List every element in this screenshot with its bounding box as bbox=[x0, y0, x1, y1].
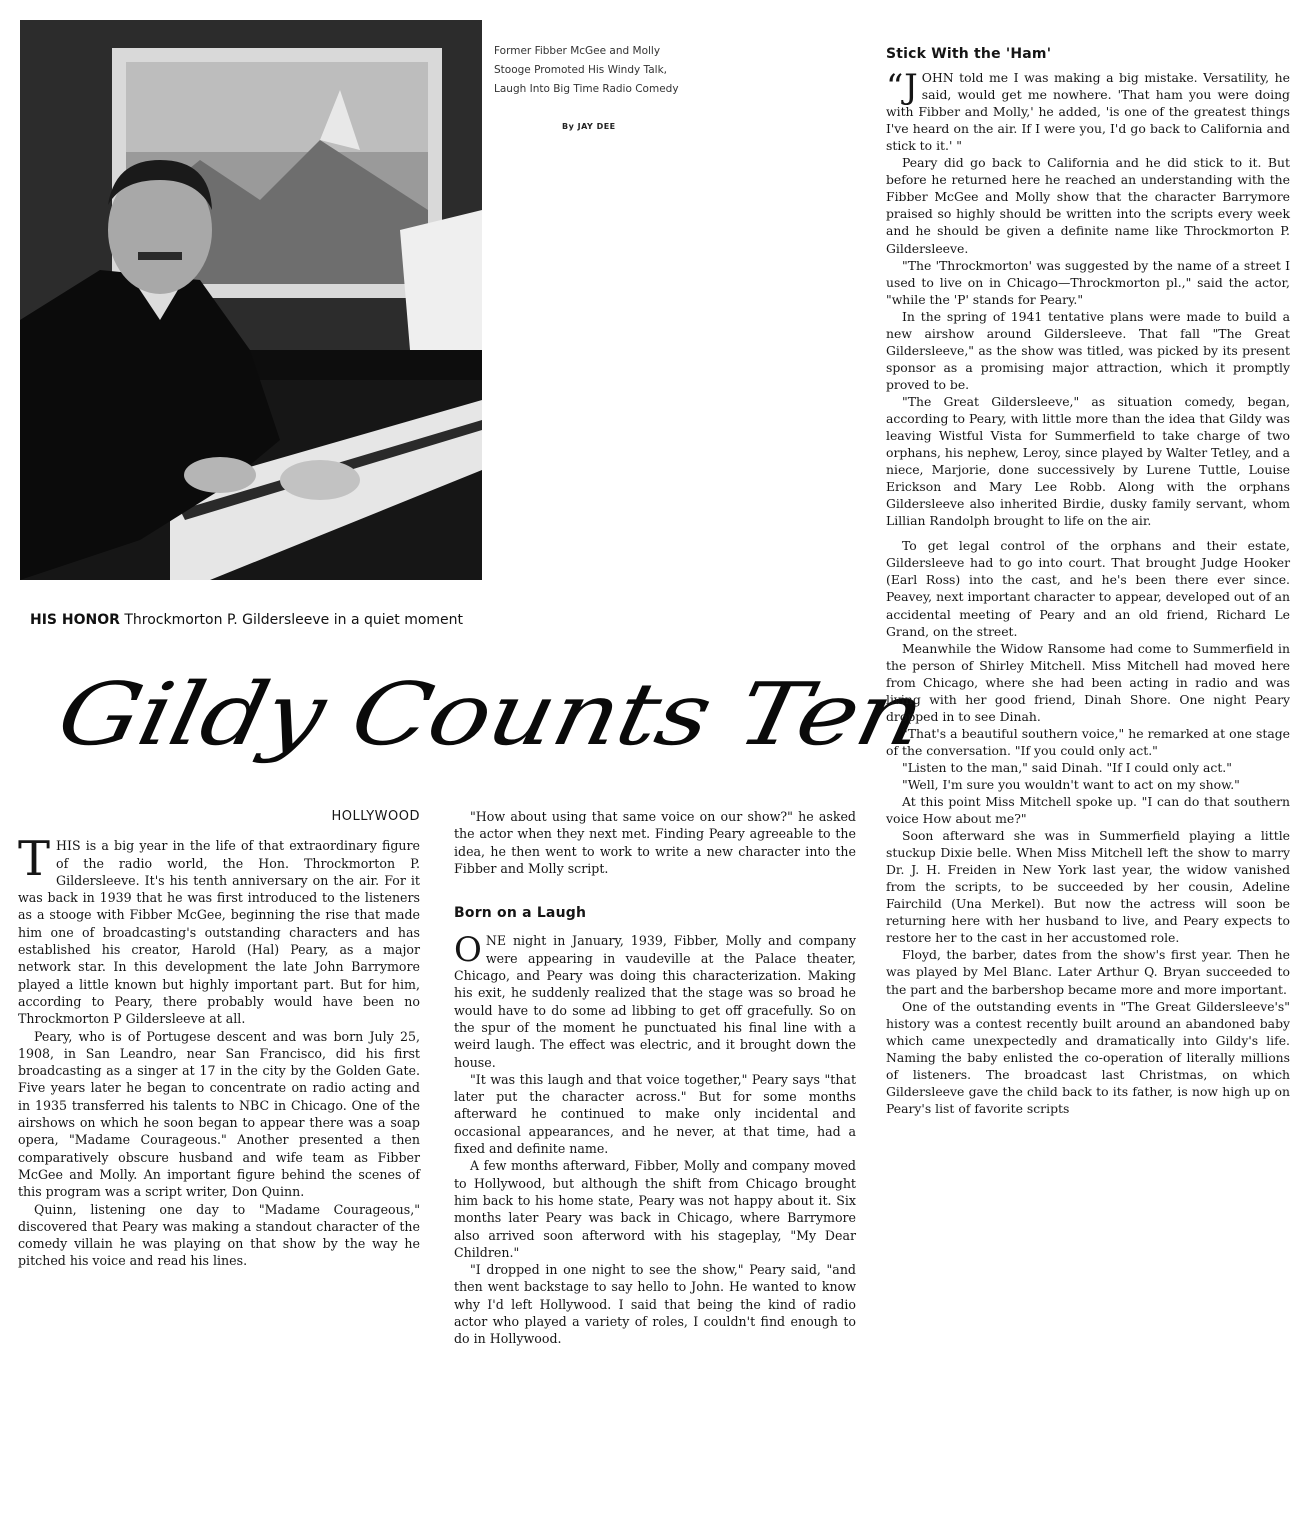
paragraph-text: NE night in January, 1939, Fibber, Molly and company were appearing in vaudeville at the Palace theater, Chicago, and Peary was doing this characterization. Making his exit, he suddenly realized that the stage was so broad he would have to do some ad libbing to get off gracefully. So on the spur of the moment he punctuated his final line with a weird laugh. The effect was electric, and it brought down the house. bbox=[454, 933, 856, 1070]
subhead-born-on-a-laugh: Born on a Laugh bbox=[454, 905, 587, 922]
caption-lead: HIS HONOR bbox=[30, 612, 120, 628]
photo-caption bbox=[30, 612, 550, 628]
paragraph: "Listen to the man," said Dinah. "If I could only act." bbox=[902, 759, 1232, 775]
article-column-2 bbox=[454, 808, 856, 1348]
paragraph: Quinn, listening one day to "Madame Courageous," discovered that Peary was making a standout character of the comedy villain he was playing on that show by the way he pitched his voice and read his lines. bbox=[18, 1201, 420, 1269]
deck-line-1: Former Fibber McGee and Molly bbox=[494, 45, 661, 57]
paragraph: "I dropped in one night to see the show," Peary said, "and then went backstage to say hello to John. He wanted to know why I'd left Hollywood. I said that being the kind of radio actor who played a variety of roles, I couldn't find enough to do in Hollywood. bbox=[454, 1262, 856, 1347]
deck bbox=[494, 42, 734, 99]
paragraph: One of the outstanding events in "The Great Gildersleeve's" history was a contest recently built around an abandoned baby which came unexpectedly and dramatically into Gildy's life. Naming the baby enlisted the co-operation of literally millions of listeners. The broadcast last Christmas, on which Gildersleeve gave the child back to its father, is now high up on Peary's list of favorite scripts bbox=[886, 998, 1290, 1116]
paragraph: Floyd, the barber, dates from the show's first year. Then he was played by Mel Blanc. Later Arthur Q. Bryan succeeded to the part and the barbershop became more and more important. bbox=[886, 947, 1290, 997]
drop-cap: “J bbox=[886, 67, 918, 108]
paragraph bbox=[886, 69, 1290, 154]
article-column-1 bbox=[18, 808, 420, 1270]
paragraph: "Well, I'm sure you wouldn't want to act on my show." bbox=[902, 776, 1240, 792]
paragraph: "How about using that same voice on our show?" he asked the actor when they next met. Finding Peary agreeable to the idea, he then went to work to write a new character into the Fibber and Molly script. bbox=[454, 809, 856, 876]
photo-gildersleeve-at-piano bbox=[20, 20, 482, 580]
paragraph: "It was this laugh and that voice together," Peary says "that later put the character across." But for some months afterward he continued to make only incidental and occasional appearances, and he never, at that time, had a fixed and definite name. bbox=[454, 1071, 856, 1157]
drop-cap: T bbox=[18, 831, 51, 888]
paragraph: A few months afterward, Fibber, Molly and company moved to Hollywood, but although the shift from Chicago brought him back to his home state, Peary was not happy about it. Six months later Peary was back in Chicago, where Barrymore also arrived soon afterword with his stageplay, "My Dear Children." bbox=[454, 1158, 856, 1260]
paragraph bbox=[454, 932, 856, 1070]
paragraph bbox=[18, 831, 420, 1027]
paragraph: At this point Miss Mitchell spoke up. "I can do that southern voice How about me?" bbox=[886, 794, 1290, 827]
paragraph: "The Great Gildersleeve," as situation comedy, began, according to Peary, with little more than the idea that Gildy was leaving Wistful Vista for Summerfield to take charge of two orphans, his nephew, Leroy, since played by Walter Tetley, and a niece, Marjorie, done successively by Lurene Tuttle, Louise Erickson and Mary Lee Robb. Along with the orphans Gildersleeve also inherited Birdie, dusky family servant, whom Lillian Randolph brought to life on the air. bbox=[886, 393, 1290, 529]
paragraph: Soon afterward she was in Summerfield playing a little stuckup Dixie belle. When Miss Mitchell left the show to marry Dr. J. H. Freiden in New York last year, the widow vanished from the scripts, to be succeeded by her cousin, Adeline Fairchild (Una Merkel). But now the actress will soon be returning here with her husband to live, and Peary expects to restore her to the cast in her accustomed role. bbox=[886, 828, 1290, 946]
headline: Gildy Counts Ten bbox=[49, 665, 933, 765]
dateline: HOLLYWOOD bbox=[331, 809, 420, 824]
paragraph-text: OHN told me I was making a big mistake. Versatility, he said, would get me nowhere. 'That ham you were doing with Fibber and Molly,' he added, 'is one of the greatest things I've heard on the air. If I were you, I'd go back to California and stick to it.' " bbox=[886, 70, 1290, 154]
subhead-stick-with-the-ham: Stick With the 'Ham' bbox=[886, 46, 1052, 62]
paragraph: Peary, who is of Portugese descent and was born July 25, 1908, in San Leandro, near San Francisco, did his first broadcasting as a singer at 17 in the city by the Golden Gate. Five years later he began to concentrate on radio acting and in 1935 transferred his talents to NBC in Chicago. One of the airshows on which he soon began to appear there was a soap opera, "Madame Courageous." Another presented a then comparatively obscure husband and wife team as Fibber McGee and Molly. An important figure behind the scenes of this program was a script writer, Don Quinn. bbox=[18, 1028, 420, 1200]
paragraph-text: HIS is a big year in the life of that extraordinary figure of the radio world, the Hon. Throckmorton P. Gildersleeve. It's his tenth anniversary on the air. For it was back in 1939 that he was first introduced to the listeners as a stooge with Fibber McGee, beginning the rise that made him one of broadcasting's outstanding characters and has established his creator, Harold (Hal) Peary, as a major network star. In this development the late John Barrymore played a little known but highly important part. But for him, according to Peary, there probably would have been no Throckmorton P Gildersleeve at all. bbox=[18, 838, 420, 1027]
drop-cap: O bbox=[454, 930, 482, 971]
paragraph: To get legal control of the orphans and their estate, Gildersleeve had to go into court. That brought Judge Hooker (Earl Ross) into the cast, and he's been there ever since. Peavey, next important character to appear, developed out of an accidental meeting of Peary and an old friend, Richard Le Grand, on the street. bbox=[886, 538, 1290, 639]
paragraph: "The 'Throckmorton' was suggested by the name of a street I used to live on in Chicago—Throckmorton pl.," said the actor, "while the 'P' stands for Peary." bbox=[886, 257, 1290, 307]
photo-illustration bbox=[20, 20, 482, 580]
paragraph: Peary did go back to California and he did stick to it. But before he returned here he reached an understanding with the Fibber McGee and Molly show that the character Barrymore praised so highly should be written into the scripts every week and he should be given a definite name like Throckmorton P. Gildersleeve. bbox=[886, 155, 1290, 256]
article-column-3 bbox=[886, 46, 1290, 1117]
headline-wrap bbox=[49, 660, 933, 780]
deck-line-2: Stooge Promoted His Windy Talk, bbox=[494, 64, 667, 76]
paragraph: Meanwhile the Widow Ransome had come to Summerfield in the person of Shirley Mitchell. Miss Mitchell had moved here from Chicago, where she had been acting in radio and was living with her good friend, Dinah Shore. One night Peary dropped in to see Dinah. bbox=[886, 640, 1290, 724]
byline: By JAY DEE bbox=[562, 122, 616, 131]
caption-text: Throckmorton P. Gildersleeve in a quiet moment bbox=[124, 612, 464, 628]
deck-line-3: Laugh Into Big Time Radio Comedy bbox=[494, 83, 679, 95]
paragraph: "That's a beautiful southern voice," he remarked at one stage of the conversation. "If you could only act." bbox=[886, 725, 1290, 758]
paragraph: In the spring of 1941 tentative plans were made to build a new airshow around Gildersleeve. That fall "The Great Gildersleeve," as the show was titled, was picked by its present sponsor as a promising major attraction, which it promptly proved to be. bbox=[886, 308, 1290, 392]
